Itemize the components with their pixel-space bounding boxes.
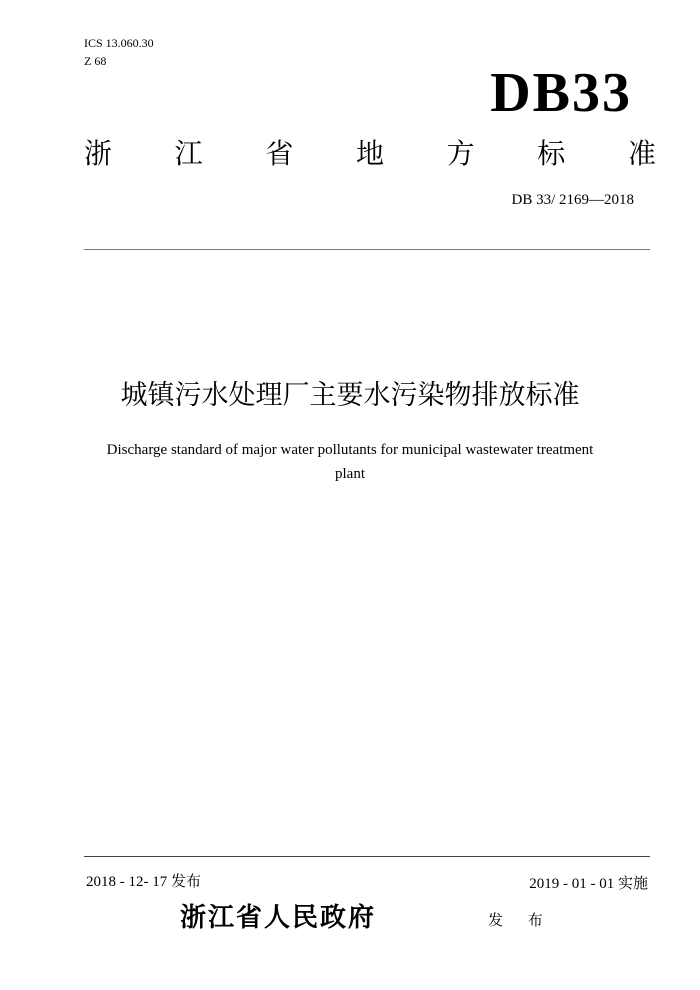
- province-title-char: 方: [446, 137, 475, 170]
- province-standard-title: [84, 134, 656, 174]
- bottom-divider: [84, 856, 650, 857]
- ics-code: ICS 13.060.30: [84, 36, 154, 50]
- implementation-date-value: 2019 - 01 - 01: [529, 876, 615, 892]
- issue-date: [86, 870, 201, 893]
- standard-brand-logo: DB33: [490, 62, 632, 124]
- implementation-date-label: 实施: [617, 874, 648, 892]
- province-title-char: 准: [627, 137, 656, 170]
- province-title-char: 浙: [84, 137, 113, 170]
- top-divider: [84, 249, 650, 250]
- issue-date-label: 发布: [171, 872, 202, 890]
- issuer-action-label: 发 布: [488, 911, 553, 929]
- province-title-char: 江: [174, 137, 203, 170]
- english-title-line: Discharge standard of major water pollutants for municipal wastewater treatment: [106, 442, 594, 458]
- document-title-chinese: 城镇污水处理厂主要水污染物排放标准: [120, 380, 580, 411]
- province-title-char: 省: [265, 137, 294, 170]
- standard-number: DB 33/ 2169—2018: [511, 192, 634, 208]
- document-title-english: [60, 438, 640, 486]
- province-title-char: 标: [537, 137, 566, 170]
- classification-code: Z 68: [84, 54, 107, 68]
- issue-date-value: 2018 - 12- 17: [86, 874, 168, 890]
- english-title-line: plant: [335, 466, 365, 482]
- province-title-char: 地: [355, 137, 384, 170]
- implementation-date: [529, 872, 648, 895]
- issuing-authority: 浙江省人民政府: [180, 903, 377, 933]
